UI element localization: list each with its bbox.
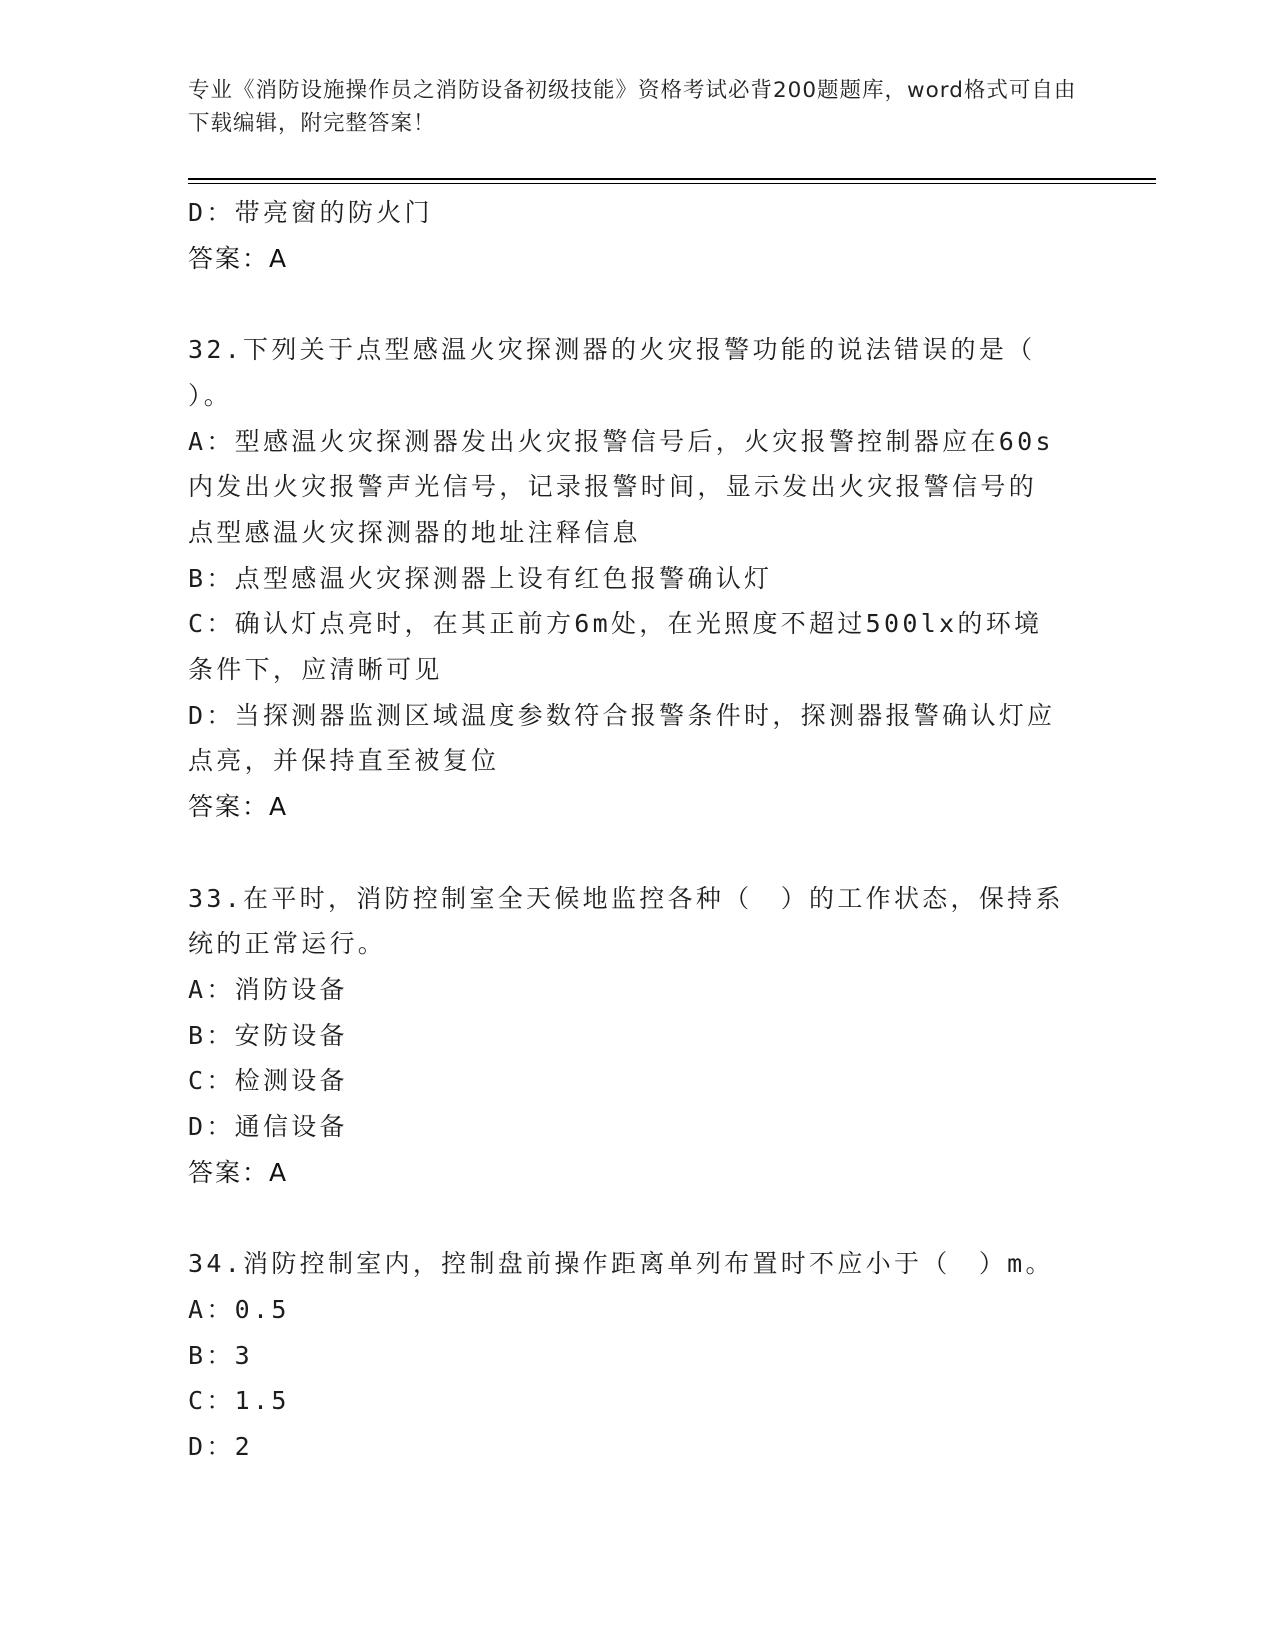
option-b: B：安防设备: [188, 1020, 348, 1050]
option-c: C：检测设备: [188, 1066, 348, 1096]
header-divider-thick: [188, 178, 1156, 180]
option-c: C：1.5: [188, 1386, 290, 1416]
question-32: [188, 327, 1088, 830]
option-b: B：3: [188, 1340, 254, 1370]
document-header: [188, 74, 1078, 140]
option-d: D：带亮窗的防火门: [188, 198, 433, 227]
question-stem: 统的正常运行。: [188, 929, 387, 959]
question-stem: ）。: [188, 380, 233, 410]
question-stem: 34.消防控制室内，控制盘前操作距离单列布置时不应小于（ ）m。: [188, 1249, 1054, 1279]
question-content: [188, 190, 1088, 1470]
header-text: 专业《消防设施操作员之消防设备初级技能》资格考试必背200题题库，word格式可自由下载编辑，附完整答案！: [188, 78, 1077, 136]
option-d: 点亮，并保持直至被复位: [188, 746, 500, 776]
option-c: C：确认灯点亮时，在其正前方6m处，在光照度不超过500lx的环境: [188, 609, 1043, 639]
option-a: A：0.5: [188, 1294, 290, 1324]
previous-question-tail: [188, 190, 1088, 281]
option-a: 内发出火灾报警声光信号，记录报警时间，显示发出火灾报警信号的: [188, 472, 1038, 502]
answer-label: 答案：A: [188, 1157, 289, 1187]
question-stem: 32.下列关于点型感温火灾探测器的火灾报警功能的说法错误的是（: [188, 335, 1036, 365]
option-d: D：2: [188, 1431, 254, 1461]
option-b: B：点型感温火灾探测器上设有红色报警确认灯: [188, 563, 773, 593]
question-33: [188, 876, 1088, 1196]
header-divider-thin: [188, 183, 1156, 184]
option-c: 条件下，应清晰可见: [188, 655, 443, 685]
option-d: D：通信设备: [188, 1112, 348, 1142]
answer-label: 答案：A: [188, 792, 289, 822]
option-a: A：消防设备: [188, 974, 348, 1004]
question-34: [188, 1241, 1088, 1470]
question-stem: 33.在平时，消防控制室全天候地监控各种（ ）的工作状态，保持系: [188, 883, 1064, 913]
option-a: A：型感温火灾探测器发出火灾报警信号后，火灾报警控制器应在60s: [188, 426, 1054, 456]
option-d: D：当探测器监测区域温度参数符合报警条件时，探测器报警确认灯应: [188, 700, 1056, 730]
answer-label: 答案：A: [188, 243, 289, 273]
option-a: 点型感温火灾探测器的地址注释信息: [188, 517, 641, 547]
